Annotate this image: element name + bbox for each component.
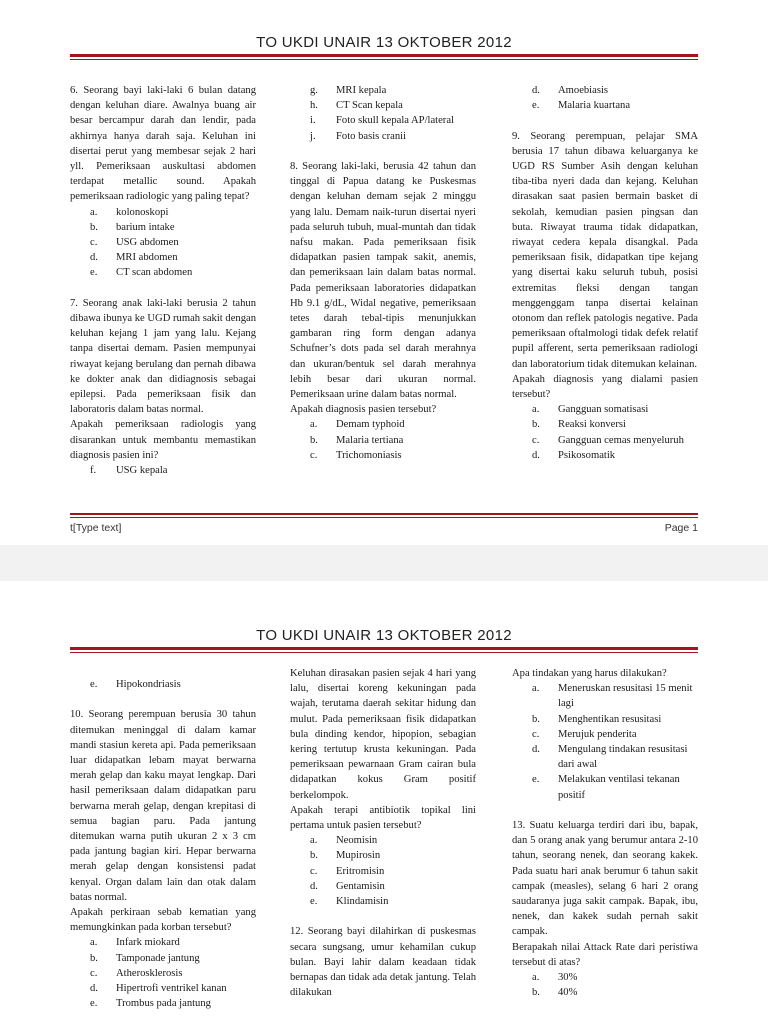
question-paragraph: 13. Suatu keluarga terdiri dari ibu, bapak, dan 5 orang anak yang berumur antara 2-10 tahun, seorang nenek, dan seorang kakek. Pada suatu hari anak berumur 6 tahun sakit campak (measles), selang 6 hari 2 orang saudaranya juga sakit campak. Bapak, ibu, nenek, dan kakek sudah pernah sakit campak.: [512, 820, 698, 938]
option-letter: a.: [532, 972, 540, 984]
answer-option: [70, 966, 256, 981]
option-text: Foto skull kepala AP/lateral: [336, 115, 454, 127]
answer-option: [290, 864, 476, 879]
text-column-2: [290, 83, 476, 463]
option-text: MRI kepala: [336, 85, 387, 96]
option-letter: d.: [310, 880, 318, 892]
spacer: [290, 144, 476, 159]
answer-option: [70, 996, 256, 1011]
answer-option: [512, 433, 698, 448]
option-text: Gentamisin: [336, 880, 385, 892]
answer-option: [512, 83, 698, 98]
option-text: Malaria tertiana: [336, 434, 404, 446]
option-letter: b.: [90, 952, 98, 964]
question-paragraph: 6. Seorang bayi laki-laki 6 bulan datang dengan keluhan diare. Awalnya buang air besar bercampur darah dan lendir, pada akhirnya hanya darah saja. Keluhan ini disertai perut yang membesar sejak 2 hari yll. Pemeriksaan auskultasi abdomen terdapat metallic sound. Apakah pemeriksaan radiologic yang paling tepat?: [70, 85, 256, 203]
option-letter: a.: [310, 419, 318, 431]
answer-option: [70, 951, 256, 966]
option-text: kolonoskopi: [116, 206, 169, 218]
option-letter: b.: [310, 850, 318, 862]
option-text: Malaria kuartana: [558, 100, 631, 112]
answer-option: [290, 113, 476, 128]
answer-option: [290, 417, 476, 432]
option-text: MRI abdomen: [116, 252, 178, 264]
option-letter: e.: [90, 679, 98, 690]
option-text: Infark miokard: [116, 937, 180, 949]
answer-option: [290, 129, 476, 144]
question-paragraph: Apakah terapi antibiotik topikal lini pertama untuk pasien tersebut?: [290, 804, 476, 832]
spacer: [70, 692, 256, 707]
option-text: Tamponade jantung: [116, 952, 200, 964]
option-letter: b.: [532, 713, 540, 725]
option-letter: c.: [310, 449, 318, 461]
option-text: Reaksi konversi: [558, 419, 626, 431]
question-paragraph: Apakah diagnosis pasien tersebut?: [290, 404, 437, 416]
option-letter: f.: [90, 465, 97, 477]
option-text: Mengulang tindakan resusitasi dari awal: [558, 744, 688, 771]
question-paragraph: Berapakah nilai Attack Rate dari peristiwa tersebut di atas?: [512, 941, 698, 968]
option-text: Neomisin: [336, 835, 378, 847]
option-text: barium intake: [116, 221, 175, 233]
option-text: Foto basis cranii: [336, 130, 407, 142]
answer-option: [70, 250, 256, 265]
option-text: Atherosklerosis: [116, 967, 183, 979]
option-letter: b.: [90, 221, 98, 233]
option-text: Amoebiasis: [558, 85, 609, 96]
answer-option: [512, 772, 698, 802]
option-letter: d.: [532, 449, 540, 461]
spacer: [512, 113, 698, 128]
option-letter: e.: [90, 998, 98, 1010]
answer-option: [70, 981, 256, 996]
text-column-2: [290, 666, 476, 1000]
text-column-3: [512, 83, 698, 463]
answer-option: [290, 448, 476, 463]
option-text: USG kepala: [116, 465, 168, 477]
answer-option: [70, 220, 256, 235]
answer-option: [512, 417, 698, 432]
option-text: Klindamisin: [336, 896, 389, 908]
header-rule-thick: [70, 647, 698, 650]
option-text: 40%: [558, 987, 578, 999]
question-paragraph: 9. Seorang perempuan, pelajar SMA berusia 17 tahun dibawa keluarganya ke UGD RS Sumber Asih dengan keluhan tiba-tiba nyeri dada dan kejang. Keluhan dirasakan saat pasien bermain basket di sekolah, kemudian pasien pingsan dan buta. Riwayat trauma tidak didapatkan, riwayat cedera kepala disangkal. Pada pemeriksaan fisik, didapatkan tipe kejang yang disertai kaku seluruh tubuh, posisi extremitas fleksi dengan tangan menggenggam tanpa disertai kelainan otonom dan reflek patologis negative. Pada pemeriksaan oftalmologi tidak defek relatif pupil afferent, serta pemeriksaan radiologi dan laboratorium tidak ditemukan kelainan.: [512, 130, 698, 370]
option-text: Psikosomatik: [558, 449, 616, 461]
option-letter: c.: [532, 434, 540, 446]
option-letter: a.: [532, 404, 540, 416]
option-letter: e.: [310, 896, 318, 908]
answer-option: [512, 681, 698, 711]
option-text: Demam typhoid: [336, 419, 405, 431]
question-paragraph: 8. Seorang laki-laki, berusia 42 tahun dan tinggal di Papua datang ke Puskesmas dengan keluhan demam sejak 2 minggu yang lalu. Demam naik-turun disertai nyeri pada seluruh tubuh, mual-muntah dan tidak nafsu makan. Pada pemeriksaan fisik didapatkan pasien tampak sakit, anemis, dan pemeriksaan lain dalam batas normal. Pada pemeriksaan laboratories didapatkan Hb 9.1 g/dL, Widal negative, pemeriksaan tetes darah tebal-tipis menunjukkan gambaran ring form dengan adanya Schufner’s dots pada sel darah merahnya dan ukuran/bentuk sel darah merahnya lebih besar dari ukuran normal. Pemeriksaan urine dalam batas normal.: [290, 161, 476, 401]
spacer: [512, 803, 698, 818]
option-letter: e.: [532, 100, 540, 112]
answer-option: [70, 235, 256, 250]
answer-option: [290, 879, 476, 894]
option-letter: d.: [532, 85, 540, 96]
header-rule-thick: [70, 54, 698, 57]
question-paragraph: 12. Seorang bayi dilahirkan di puskesmas secara sungsang, umur kehamilan cukup bulan. Bayi lahir dalam keadaan tidak bernapas dan tidak ada detak jantung. Telah dilakukan: [290, 926, 476, 999]
option-text: Merujuk penderita: [558, 728, 637, 740]
header-rule-thin: [70, 652, 698, 653]
option-text: CT scan abdomen: [116, 267, 193, 279]
question-paragraph: 10. Seorang perempuan berusia 30 tahun ditemukan meninggal di dalam kamar mandi stasiun kereta api. Pada pemeriksaan luar didapatkan lebam mayat berwarna merah gelap dan kaku mayat lengkap. Dari hasil pemeriksaan dalam didapatkan paru berwarna merah gelap, dengan krepitasi di semua bagian paru. Pada jantung ditemukan warna putih ukuran 2 x 3 cm pada jantung bagian kiri. Hepar berwarna merah gelap dengan konsistensi padat kenyal. Organ dalam lain dan otak dalam batas normal.: [70, 709, 256, 903]
option-text: Meneruskan resusitasi 15 menit lagi: [558, 683, 693, 710]
option-letter: a.: [310, 835, 318, 847]
option-letter: c.: [90, 967, 98, 979]
answer-option: [290, 894, 476, 909]
option-text: 30%: [558, 972, 578, 984]
answer-option: [512, 727, 698, 742]
question-paragraph: Apakah perkiraan sebab kematian yang memungkinkan pada korban tersebut?: [70, 907, 256, 934]
option-text: Hipokondriasis: [116, 679, 181, 690]
option-letter: d.: [90, 983, 98, 995]
answer-option: [290, 98, 476, 113]
answer-option: [290, 833, 476, 848]
option-letter: g.: [310, 85, 318, 96]
footer-left-text: t[Type text]: [70, 522, 122, 534]
text-column-1: [70, 677, 256, 1011]
text-column-1: [70, 83, 256, 478]
option-letter: c.: [90, 237, 98, 249]
footer-rule-thick: [70, 513, 698, 515]
option-text: Melakukan ventilasi tekanan positif: [558, 774, 680, 801]
option-letter: b.: [310, 434, 318, 446]
answer-option: [70, 935, 256, 950]
answer-option: [512, 712, 698, 727]
option-letter: i.: [310, 115, 316, 127]
spacer: [290, 909, 476, 924]
answer-option: [512, 985, 698, 1000]
option-letter: c.: [532, 728, 540, 740]
answer-option: [512, 970, 698, 985]
answer-option: [70, 463, 256, 478]
option-text: Hipertrofi ventrikel kanan: [116, 983, 227, 995]
option-text: Trichomoniasis: [336, 449, 402, 461]
option-text: Mupirosin: [336, 850, 381, 862]
option-text: USG abdomen: [116, 237, 179, 249]
answer-option: [70, 205, 256, 220]
option-letter: b.: [532, 987, 540, 999]
option-text: Eritromisin: [336, 865, 385, 877]
answer-option: [70, 265, 256, 280]
footer-rule-thin: [70, 517, 698, 518]
option-letter: d.: [90, 252, 98, 264]
answer-option: [70, 677, 256, 692]
header-rule-thin: [70, 59, 698, 60]
page-gap: [0, 545, 768, 581]
question-paragraph: Keluhan dirasakan pasien sejak 4 hari yang lalu, disertai koreng kekuningan pada wajah, terutama daerah sekitar hidung dan mulut. Pada pemeriksaan fisik didapatkan bula dinding kendor, hipopion, sebagian kering tertutup krusta kekuningan. Pada pemeriksaan pewarnaan Gram cairan bula didapatkan kokus Gram positif berkelompok.: [290, 668, 476, 801]
option-letter: b.: [532, 419, 540, 431]
option-letter: a.: [90, 206, 98, 218]
question-paragraph: Apakah pemeriksaan radiologis yang disarankan untuk membantu memastikan diagnosis pasien ini?: [70, 419, 256, 461]
option-letter: a.: [532, 683, 540, 695]
option-text: Gangguan somatisasi: [558, 404, 649, 416]
option-letter: e.: [532, 774, 540, 786]
spacer: [70, 281, 256, 296]
option-text: CT Scan kepala: [336, 100, 403, 112]
answer-option: [512, 742, 698, 772]
page-number: Page 1: [664, 522, 698, 534]
answer-option: [290, 848, 476, 863]
option-letter: j.: [310, 130, 316, 142]
page-header: TO UKDI UNAIR 13 OKTOBER 2012: [256, 34, 512, 51]
page-header: TO UKDI UNAIR 13 OKTOBER 2012: [256, 627, 512, 644]
question-paragraph: Apakah diagnosis yang dialami pasien tersebut?: [512, 373, 698, 401]
document-page-2: [0, 581, 768, 1024]
question-paragraph: Apa tindakan yang harus dilakukan?: [512, 668, 667, 679]
option-letter: a.: [90, 937, 98, 949]
option-letter: e.: [90, 267, 98, 279]
answer-option: [512, 98, 698, 113]
option-letter: c.: [310, 865, 318, 877]
option-letter: d.: [532, 744, 540, 756]
answer-option: [512, 402, 698, 417]
text-column-3: [512, 666, 698, 1000]
answer-option: [290, 433, 476, 448]
answer-option: [290, 83, 476, 98]
answer-option: [512, 448, 698, 463]
question-paragraph: 7. Seorang anak laki-laki berusia 2 tahun dibawa ibunya ke UGD rumah sakit dengan keluhan kejang 1 jam yang lalu. Kejang tanpa disertai demam. Pasien mempunyai riwayat kejang berulang dan pernah dibawa ke dokter anak dan didiagnosis sebagai epilepsi. Pada pemeriksaan fisik dan laboratoris dalam batas normal.: [70, 297, 256, 416]
option-text: Gangguan cemas menyeluruh: [558, 434, 684, 446]
option-letter: h.: [310, 100, 318, 112]
option-text: Trombus pada jantung: [116, 998, 211, 1010]
option-text: Menghentikan resusitasi: [558, 713, 662, 725]
